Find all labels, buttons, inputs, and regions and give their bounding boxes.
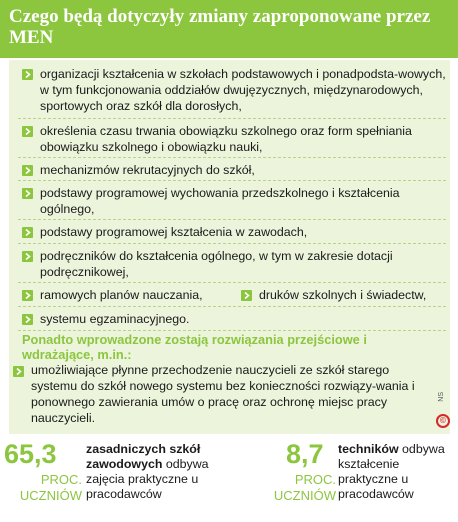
divider	[18, 330, 446, 331]
divider	[18, 157, 446, 158]
list-item	[18, 248, 446, 280]
stat-unit: UCZNIÓW	[19, 488, 82, 503]
extra-item-text: umożliwiające płynne przechodzenie nauczycieli ze szkół starego systemu do szkół nowego systemu bez konieczności rozwiązy-wania i ponownego zawierania umów o pracę oraz ochronę miejsc pracy nauczycieli.	[31, 363, 415, 425]
chevron-right-icon	[22, 314, 33, 325]
list-item-text: określenia czasu trwania obowiązku szkolnego oraz form spełniania obowiązku szkolnego i obowiązku nauki,	[40, 124, 412, 154]
list-item-text: organizacji kształcenia w szkołach podstawowych i ponadpodsta-wowych, w tym funkcjonowania oddziałów dwujęzycznych, międzynarodowych, sportowych oraz szkół dla dorosłych,	[40, 67, 446, 113]
stat-description-rest: odbywa zajęcia praktyczne u pracodawców	[86, 457, 209, 501]
stat-description	[86, 442, 226, 502]
stat-description-bold: techników	[338, 442, 399, 456]
copyright-icon: ©	[436, 414, 450, 428]
stat-number: 65,3	[4, 439, 57, 469]
list-item-text: mechanizmów rekrutacyjnych do szkół,	[40, 163, 255, 177]
list-item	[18, 185, 446, 217]
credit-mark	[436, 390, 454, 430]
list-item-text: ramowych planów nauczania,	[40, 288, 203, 302]
chevron-right-icon	[22, 290, 33, 301]
list-item	[18, 162, 446, 178]
stat-description	[338, 442, 454, 502]
page-title: Czego będą dotyczyły zmiany zaproponowane przez MEN	[9, 6, 431, 48]
divider	[18, 180, 446, 181]
stat-vocational	[4, 440, 224, 516]
chevron-right-icon	[22, 165, 33, 176]
list-item	[18, 287, 228, 303]
divider	[18, 219, 446, 220]
chevron-right-icon	[13, 365, 24, 376]
stat-number: 8,7	[286, 439, 324, 469]
credit-text: NS	[438, 392, 445, 402]
extra-list-item	[9, 362, 429, 426]
stat-unit: UCZNIÓW	[273, 488, 336, 503]
list-item	[18, 66, 446, 114]
divider	[18, 243, 446, 244]
divider	[18, 306, 446, 307]
list-item	[18, 123, 446, 155]
chevron-right-icon	[22, 251, 33, 262]
stat-description-bold: zasadniczych szkół zawodowych	[86, 442, 201, 471]
list-item	[18, 224, 446, 240]
list-item-text: druków szkolnych i świadectw,	[259, 288, 427, 302]
list-item-text: podręczników do kształcenia ogólnego, w tym w zakresie dotacji podręcznikowej,	[40, 249, 393, 279]
header-banner	[0, 0, 458, 58]
chevron-right-icon	[22, 126, 33, 137]
divider	[18, 118, 446, 119]
stat-description-rest: odbywa kształcenie praktyczne u pracodawców	[338, 442, 445, 501]
chevron-right-icon	[22, 227, 33, 238]
chevron-right-icon	[22, 188, 33, 199]
chevron-right-icon	[241, 290, 252, 301]
stat-unit: PROC.	[40, 472, 82, 487]
list-item	[237, 287, 447, 303]
extra-heading: Ponadto wprowadzone zostają rozwiązania przejściowe i wdrażające, m.in.:	[22, 332, 367, 362]
list-item-text: podstawy programowej wychowania przedszkolnego i kształcenia ogólnego,	[40, 186, 400, 216]
list-item-text: systemu egzaminacyjnego.	[40, 312, 190, 326]
list-item-text: podstawy programowej kształcenia w zawodach,	[40, 225, 308, 239]
divider	[18, 282, 446, 283]
stat-technical	[252, 440, 456, 516]
list-item	[18, 311, 446, 327]
stat-unit: PROC.	[294, 472, 336, 487]
chevron-right-icon	[22, 69, 33, 80]
